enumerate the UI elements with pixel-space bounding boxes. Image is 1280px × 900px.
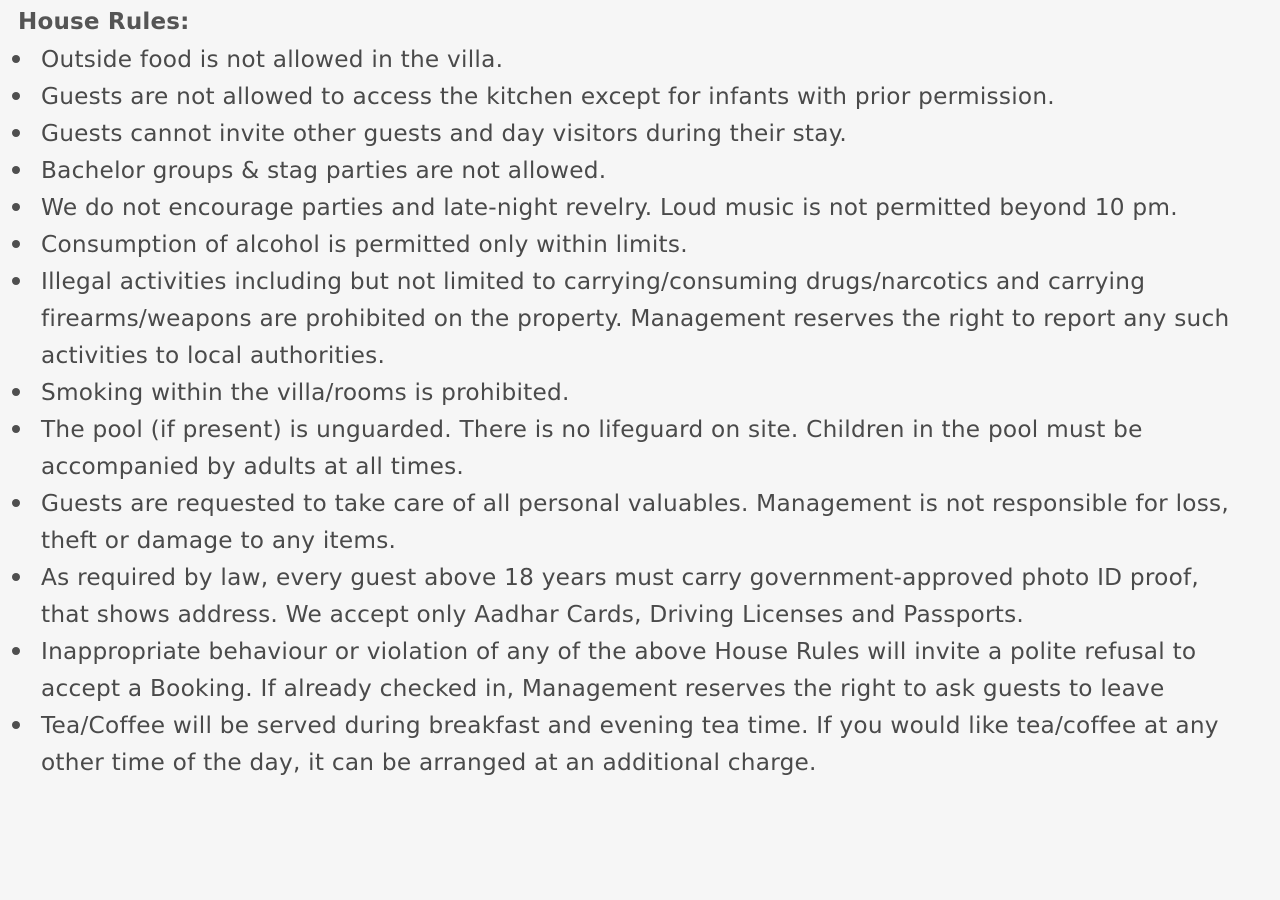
rule-text: Smoking within the villa/rooms is prohibited. <box>41 379 570 406</box>
rule-text: We do not encourage parties and late-night revelry. Loud music is not permitted beyond 10 pm. <box>41 194 1178 221</box>
list-item <box>0 189 1280 226</box>
rule-text: Outside food is not allowed in the villa. <box>41 46 504 73</box>
rule-text: Illegal activities including but not limited to carrying/consuming drugs/narcotics and carrying firearms/weapons are prohibited on the property. Management reserves the right to report any such activities to local authorities. <box>41 268 1230 369</box>
rule-text: As required by law, every guest above 18 years must carry government-approved photo ID proof, that shows address. We accept only Aadhar Cards, Driving Licenses and Passports. <box>41 564 1200 628</box>
list-item <box>0 411 1280 485</box>
list-item <box>0 707 1280 781</box>
bullet-icon <box>12 425 20 433</box>
list-item <box>0 633 1280 707</box>
bullet-icon <box>12 92 20 100</box>
list-item <box>0 226 1280 263</box>
list-item <box>0 41 1280 78</box>
bullet-icon <box>12 129 20 137</box>
list-item <box>0 374 1280 411</box>
list-item <box>0 78 1280 115</box>
list-item <box>0 263 1280 374</box>
bullet-icon <box>12 573 20 581</box>
bullet-icon <box>12 388 20 396</box>
list-item <box>0 559 1280 633</box>
rule-text: The pool (if present) is unguarded. There is no lifeguard on site. Children in the pool must be accompanied by adults at all times. <box>41 416 1143 480</box>
bullet-icon <box>12 55 20 63</box>
bullet-icon <box>12 721 20 729</box>
bullet-icon <box>12 647 20 655</box>
rule-text: Guests cannot invite other guests and day visitors during their stay. <box>41 120 847 147</box>
rule-text: Guests are not allowed to access the kitchen except for infants with prior permission. <box>41 83 1055 110</box>
list-item <box>0 152 1280 189</box>
bullet-icon <box>12 499 20 507</box>
bullet-icon <box>12 166 20 174</box>
list-item <box>0 115 1280 152</box>
rule-text: Inappropriate behaviour or violation of any of the above House Rules will invite a polite refusal to accept a Booking. If already checked in, Management reserves the right to ask guests to leave <box>41 638 1197 702</box>
bullet-icon <box>12 203 20 211</box>
bullet-icon <box>12 240 20 248</box>
house-rules-title: House Rules: <box>18 9 190 35</box>
bullet-icon <box>12 277 20 285</box>
rule-text: Bachelor groups & stag parties are not allowed. <box>41 157 607 184</box>
list-item <box>0 485 1280 559</box>
rule-text: Consumption of alcohol is permitted only within limits. <box>41 231 688 258</box>
rule-text: Tea/Coffee will be served during breakfast and evening tea time. If you would like tea/coffee at any other time of the day, it can be arranged at an additional charge. <box>41 712 1219 776</box>
house-rules-list <box>0 41 1280 781</box>
rule-text: Guests are requested to take care of all personal valuables. Management is not responsible for loss, theft or damage to any items. <box>41 490 1229 554</box>
